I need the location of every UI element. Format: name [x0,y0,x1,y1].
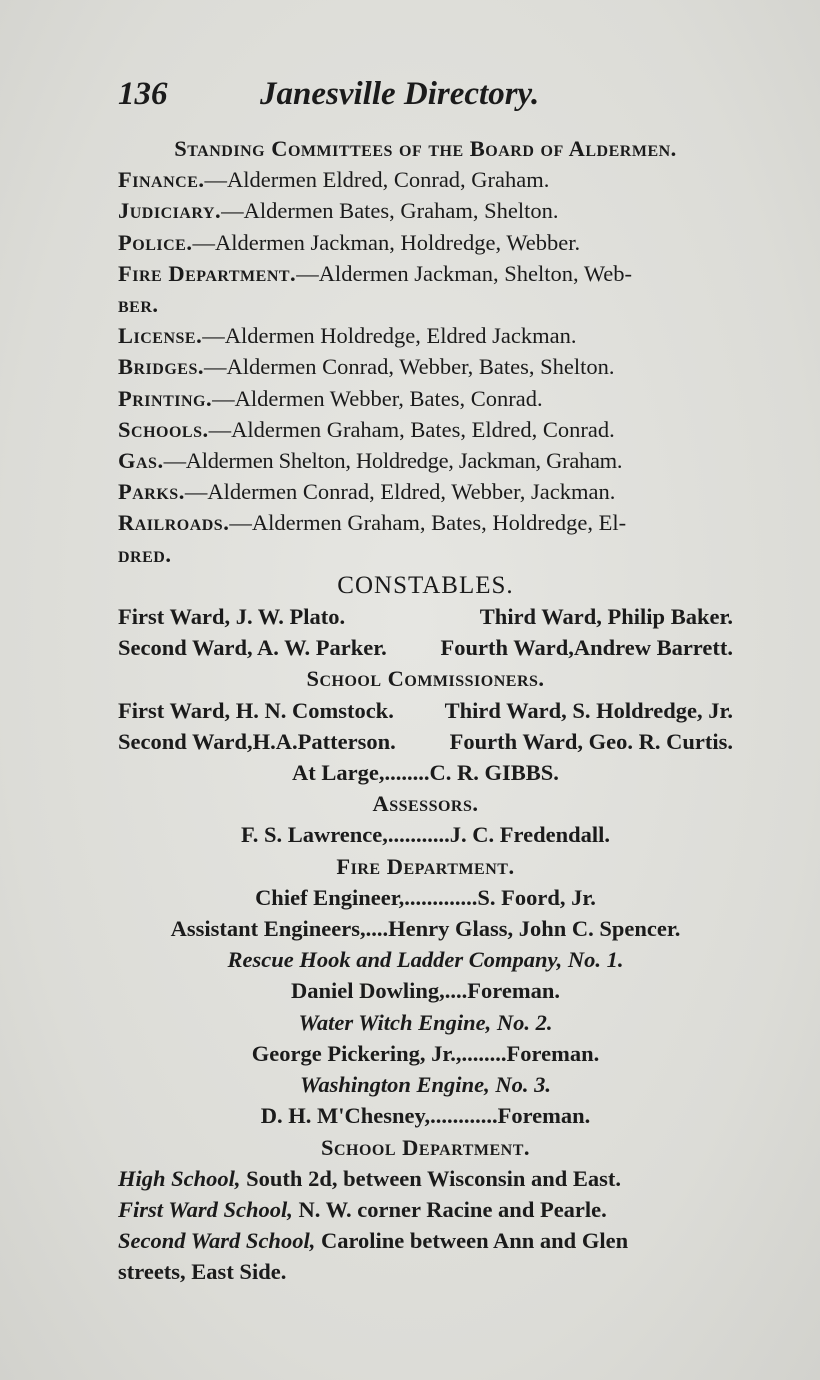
committee-members: —Aldermen Eldred, Conrad, Graham. [204,167,550,193]
committee-label: Parks. [118,479,185,505]
committee-entry [118,476,733,507]
committee-members: —Aldermen Jackman, Shelton, Web- [296,260,633,286]
school-continuation: streets, East Side. [118,1259,287,1285]
committee-entry [118,164,733,195]
company-foreman: D. H. M'Chesney,............Foreman. [260,1103,591,1129]
committee-entry [118,227,733,258]
committee-label: Judiciary. [118,198,222,224]
page-header [118,76,738,113]
commissioners-row [118,726,733,757]
school-name: First Ward School, [118,1196,293,1222]
committee-label: Gas. [118,448,164,474]
school-location: N. W. corner Racine and Pearle. [298,1196,607,1222]
constable-right: Fourth Ward,Andrew Barrett. [440,635,733,661]
assessors-line: F. S. Lawrence,...........J. C. Fredendall. [241,822,610,848]
commissioners-row [118,695,733,726]
company-number: No. 2. [496,1009,553,1035]
page-body [118,133,733,1288]
committee-label: Police. [118,229,193,255]
commissioner-right: Third Ward, S. Holdredge, Jr. [444,697,733,723]
committee-entry [118,258,733,289]
assessors-title: Assessors. [372,791,479,817]
commissioner-left: Second Ward,H.A.Patterson. [118,728,396,754]
committee-label: Railroads. [118,510,230,536]
committee-entry [118,507,733,538]
commissioner-left: First Ward, H. N. Comstock. [118,697,394,723]
school-department-title: School Department. [320,1134,531,1160]
school-entry [118,1225,733,1256]
school-entry [118,1194,733,1225]
committee-members: —Aldermen Graham, Bates, Eldred, Conrad. [208,416,615,442]
committee-members: —Aldermen Graham, Bates, Holdredge, El- [229,510,627,536]
school-name: High School, [118,1165,241,1191]
committee-entry [118,320,733,351]
committee-members: —Aldermen Conrad, Webber, Bates, Shelton. [203,354,615,380]
commissioner-right: Fourth Ward, Geo. R. Curtis. [449,728,733,754]
committee-continuation: ber. [118,292,159,318]
committee-members: —Aldermen Conrad, Eldred, Webber, Jackman. [184,479,616,505]
school-commissioners-title: School Commissioners. [306,666,545,692]
fire-department-title: Fire Department. [336,853,515,879]
committee-members: —Aldermen Webber, Bates, Conrad. [212,385,543,411]
committee-entry [118,414,733,445]
constables-title: CONSTABLES. [337,571,514,599]
committee-entry [118,351,733,382]
assistant-engineers-line: Assistant Engineers,....Henry Glass, John C. Spencer. [170,916,681,942]
committee-members: —Aldermen Shelton, Holdredge, Jackman, Graham. [163,448,623,474]
committee-entry [118,195,733,226]
commissioner-at-large: At Large,........C. R. GIBBS. [292,760,559,786]
school-location: South 2d, between Wisconsin and East. [246,1165,622,1191]
committee-entry [118,383,733,414]
committee-continuation: dred. [118,541,172,567]
company-number: No. 1. [567,947,624,973]
company-heading [118,944,733,975]
running-title: Janesville Directory. [260,76,540,112]
company-foreman: Daniel Dowling,....Foreman. [291,978,560,1004]
constable-right: Third Ward, Philip Baker. [479,604,733,630]
page-number: 136 [118,76,168,112]
standing-committees-title: Standing Committees of the Board of Aldermen. [174,136,677,161]
company-heading [118,1069,733,1100]
school-entry [118,1163,733,1194]
constables-row [118,632,733,663]
committee-label: Finance. [118,167,205,193]
committee-entry [118,445,733,476]
company-name: Water Witch Engine, [298,1009,492,1035]
company-name: Washington Engine, [300,1072,490,1098]
constables-row [118,601,733,632]
school-name: Second Ward School, [118,1228,316,1254]
committee-members: —Aldermen Bates, Graham, Shelton. [221,198,559,224]
committee-label: Schools. [118,416,209,442]
school-location: Caroline between Ann and Glen [320,1228,629,1254]
company-heading [118,1007,733,1038]
constable-left: Second Ward, A. W. Parker. [118,635,387,661]
company-name: Rescue Hook and Ladder Company, [227,947,563,973]
company-foreman: George Pickering, Jr.,........Foreman. [251,1040,600,1066]
committee-label: Bridges. [118,354,204,380]
committee-label: License. [118,323,203,349]
chief-engineer-line: Chief Engineer,.............S. Foord, Jr. [255,884,596,910]
company-number: No. 3. [495,1072,551,1098]
committee-label: Fire Department. [118,260,297,286]
committee-members: —Aldermen Holdredge, Eldred Jackman. [202,323,577,349]
constable-left: First Ward, J. W. Plato. [118,604,346,630]
committee-members: —Aldermen Jackman, Holdredge, Webber. [192,229,581,255]
committee-label: Printing. [118,385,213,411]
